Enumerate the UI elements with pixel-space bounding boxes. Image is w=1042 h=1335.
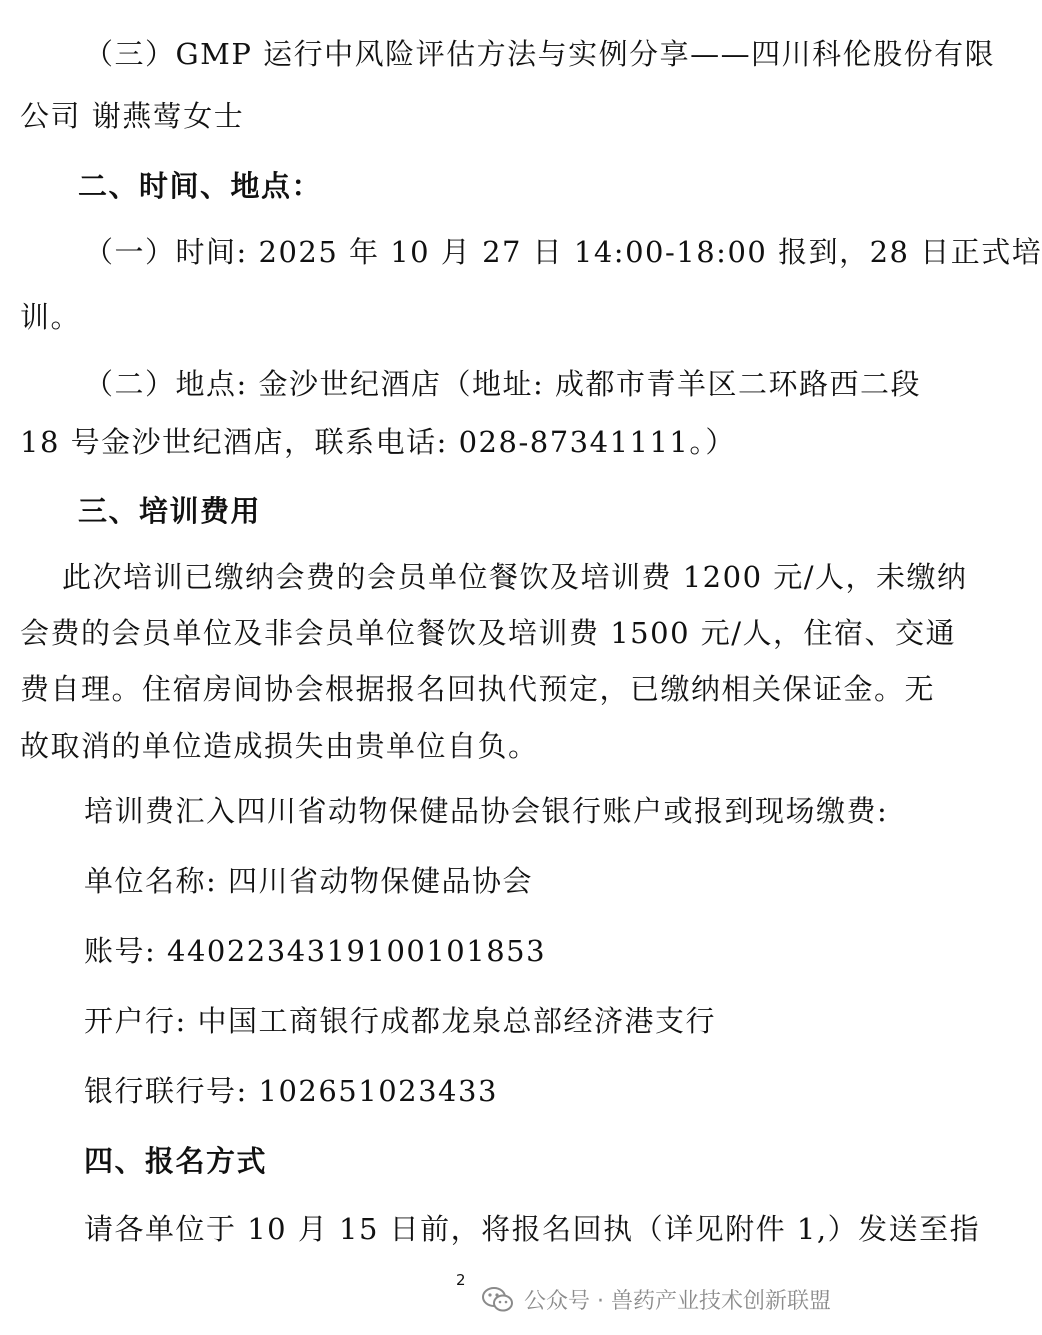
payment-instruction: 培训费汇入四川省动物保健品协会银行账户或报到现场缴费:	[84, 794, 889, 828]
heading-registration: 四、报名方式	[84, 1144, 268, 1178]
account-name-line: 单位名称: 四川省动物保健品协会	[84, 864, 533, 898]
fees-para-line-1: 此次培训已缴纳会费的会员单位餐饮及培训费 1200 元/人，未缴纳	[62, 560, 968, 594]
watermark	[482, 1284, 831, 1315]
wechat-icon	[482, 1285, 514, 1315]
speaker-line: 公司 谢燕莺女士	[20, 99, 245, 133]
page-number: 2	[456, 1271, 466, 1289]
heading-time-location: 二、时间、地点：	[78, 169, 323, 203]
location-line-cont: 18 号金沙世纪酒店，联系电话: 028-87341111。）	[20, 425, 736, 459]
watermark-text: 公众号 · 兽药产业技术创新联盟	[524, 1289, 831, 1314]
registration-line: 请各单位于 10 月 15 日前，将报名回执（详见附件 1,）发送至指	[84, 1212, 981, 1246]
time-line: （一）时间: 2025 年 10 月 27 日 14:00-18:00 报到，28 日正式培	[84, 235, 1042, 269]
bank-branch-line: 开户行: 中国工商银行成都龙泉总部经济港支行	[84, 1004, 716, 1038]
bank-code-line: 银行联行号: 102651023433	[84, 1074, 498, 1108]
account-number-line: 账号: 4402234319100101853	[84, 934, 547, 968]
fees-para-line-3: 费自理。住宿房间协会根据报名回执代预定，已缴纳相关保证金。无	[20, 672, 936, 706]
fees-para-line-2: 会费的会员单位及非会员单位餐饮及培训费 1500 元/人，住宿、交通	[20, 616, 957, 650]
location-line: （二）地点: 金沙世纪酒店（地址: 成都市青羊区二环路西二段	[84, 367, 921, 401]
time-line-cont: 训。	[20, 300, 82, 334]
heading-fees: 三、培训费用	[78, 494, 262, 528]
section-item-3: （三）GMP 运行中风险评估方法与实例分享——四川科伦股份有限	[84, 37, 996, 71]
fees-para-line-4: 故取消的单位造成损失由贵单位自负。	[20, 729, 539, 763]
